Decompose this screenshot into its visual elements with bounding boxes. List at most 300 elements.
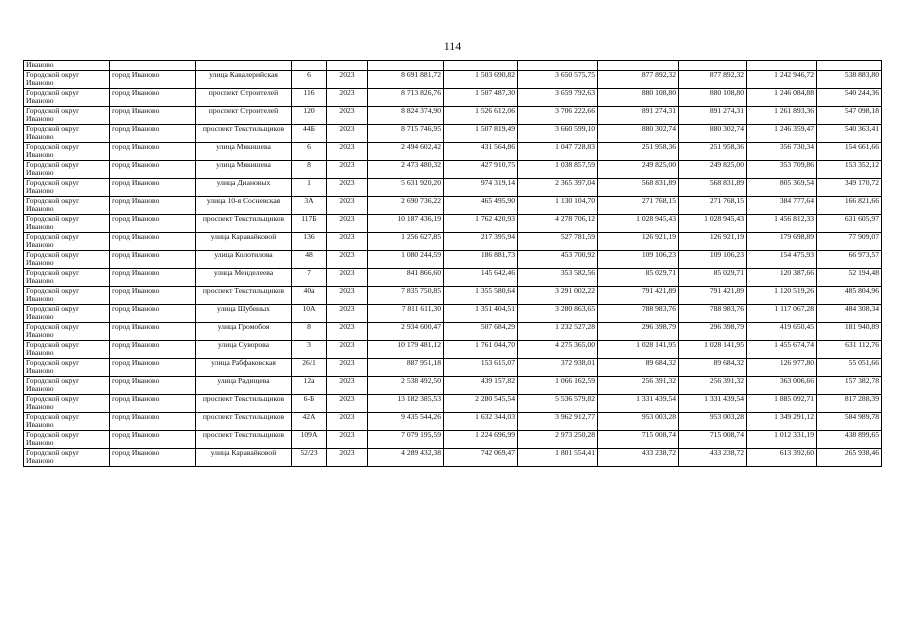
street-cell: проспект Строителей	[196, 89, 292, 107]
house-number-cell: 52/23	[292, 449, 327, 467]
okrug-cell: Городской округ Иваново	[24, 125, 110, 143]
amount-cell-4: 715 008,74	[598, 431, 679, 449]
amount-cell-2: 1 355 580,64	[444, 287, 518, 305]
amount-cell-3: 1 801 554,41	[518, 449, 598, 467]
year-cell: 2023	[327, 359, 368, 377]
house-number-cell: 8	[292, 323, 327, 341]
okrug-cell: Городской округ Иваново	[24, 161, 110, 179]
amount-cell-6: 1 012 331,19	[747, 431, 817, 449]
okrug-cell: Городской округ Иваново	[24, 215, 110, 233]
amount-cell-1: 4 289 432,38	[368, 449, 444, 467]
amount-cell-5: 877 892,32	[679, 71, 747, 89]
amount-cell-3: 3 650 575,75	[518, 71, 598, 89]
table-row	[24, 179, 882, 197]
street-cell: улица Радищева	[196, 377, 292, 395]
amount-cell-1: 2 538 492,50	[368, 377, 444, 395]
amount-cell-5: 249 825,00	[679, 161, 747, 179]
amount-cell-2: 2 280 545,54	[444, 395, 518, 413]
city-cell: город Иваново	[110, 143, 196, 161]
street-cell: улица Мякишева	[196, 143, 292, 161]
okrug-cell: Городской округ Иваново	[24, 143, 110, 161]
okrug-cell: Иваново	[24, 61, 110, 71]
amount-cell-1: 7 811 611,30	[368, 305, 444, 323]
amount-cell-7: 55 051,66	[817, 359, 882, 377]
amount-cell-1: 2 494 602,42	[368, 143, 444, 161]
amount-cell-4: 89 684,32	[598, 359, 679, 377]
amount-cell-5: 256 391,32	[679, 377, 747, 395]
amount-cell-6: 1 117 067,28	[747, 305, 817, 323]
year-cell: 2023	[327, 71, 368, 89]
street-cell: улица Суворова	[196, 341, 292, 359]
street-cell: проспект Текстильщиков	[196, 215, 292, 233]
amount-cell-5: 109 106,23	[679, 251, 747, 269]
city-cell: город Иваново	[110, 449, 196, 467]
okrug-cell: Городской округ Иваново	[24, 179, 110, 197]
house-number-cell: 109А	[292, 431, 327, 449]
city-cell: город Иваново	[110, 395, 196, 413]
house-number-cell: 8	[292, 161, 327, 179]
amount-cell-5: 296 398,79	[679, 323, 747, 341]
year-cell: 2023	[327, 413, 368, 431]
amount-cell-7: 438 899,65	[817, 431, 882, 449]
amount-cell-6: 1 349 291,12	[747, 413, 817, 431]
street-cell: улица Каравайковой	[196, 233, 292, 251]
amount-cell-1: 8 715 746,95	[368, 125, 444, 143]
year-cell: 2023	[327, 431, 368, 449]
city-cell: город Иваново	[110, 71, 196, 89]
amount-cell-4: 877 892,32	[598, 71, 679, 89]
street-cell: улица 10-я Сосневская	[196, 197, 292, 215]
amount-cell-7: 631 605,97	[817, 215, 882, 233]
amount-cell-6: 613 392,60	[747, 449, 817, 467]
city-cell: город Иваново	[110, 323, 196, 341]
amount-cell-1: 8 713 826,76	[368, 89, 444, 107]
amount-cell-3: 5 536 579,82	[518, 395, 598, 413]
city-cell: город Иваново	[110, 287, 196, 305]
table-row	[24, 323, 882, 341]
table-row	[24, 251, 882, 269]
city-cell: город Иваново	[110, 341, 196, 359]
okrug-cell: Городской округ Иваново	[24, 413, 110, 431]
okrug-cell: Городской округ Иваново	[24, 341, 110, 359]
house-number-cell: 40а	[292, 287, 327, 305]
amount-cell-2: 1 762 420,93	[444, 215, 518, 233]
house-number-cell: 1	[292, 179, 327, 197]
amount-cell-4: 126 921,19	[598, 233, 679, 251]
city-cell: город Иваново	[110, 89, 196, 107]
amount-cell-5: 271 768,15	[679, 197, 747, 215]
amount-cell-6: 179 698,89	[747, 233, 817, 251]
street-cell	[196, 61, 292, 71]
house-number-cell: 44Б	[292, 125, 327, 143]
table-row	[24, 61, 882, 71]
amount-cell-1: 841 866,60	[368, 269, 444, 287]
house-number-cell: 6	[292, 71, 327, 89]
amount-cell-2: 153 615,07	[444, 359, 518, 377]
amount-cell-5: 85 029,71	[679, 269, 747, 287]
amount-cell-4: 880 108,80	[598, 89, 679, 107]
table-row	[24, 89, 882, 107]
city-cell: город Иваново	[110, 305, 196, 323]
amount-cell-5: 1 028 141,95	[679, 341, 747, 359]
amount-cell-4: 1 028 945,43	[598, 215, 679, 233]
amount-cell-4: 249 825,00	[598, 161, 679, 179]
city-cell: город Иваново	[110, 107, 196, 125]
table-row	[24, 125, 882, 143]
amount-cell-5: 715 008,74	[679, 431, 747, 449]
city-cell: город Иваново	[110, 161, 196, 179]
year-cell: 2023	[327, 233, 368, 251]
amount-cell-2: 1 503 690,82	[444, 71, 518, 89]
amount-cell-1	[368, 61, 444, 71]
amount-cell-6: 120 387,66	[747, 269, 817, 287]
table-row	[24, 377, 882, 395]
amount-cell-1: 2 690 736,22	[368, 197, 444, 215]
city-cell	[110, 61, 196, 71]
table-row	[24, 305, 882, 323]
okrug-cell: Городской округ Иваново	[24, 269, 110, 287]
amount-cell-5: 126 921,19	[679, 233, 747, 251]
amount-cell-6	[747, 61, 817, 71]
table-row	[24, 233, 882, 251]
amount-cell-7: 584 989,78	[817, 413, 882, 431]
amount-cell-1: 7 079 195,59	[368, 431, 444, 449]
street-cell: проспект Текстильщиков	[196, 125, 292, 143]
amount-cell-2: 1 507 819,49	[444, 125, 518, 143]
street-cell: улица Шубиных	[196, 305, 292, 323]
table-row	[24, 197, 882, 215]
table-row	[24, 287, 882, 305]
amount-cell-5: 89 684,32	[679, 359, 747, 377]
okrug-cell: Городской округ Иваново	[24, 323, 110, 341]
amount-cell-6: 1 120 519,26	[747, 287, 817, 305]
okrug-cell: Городской округ Иваново	[24, 233, 110, 251]
street-cell: улица Мякишева	[196, 161, 292, 179]
year-cell: 2023	[327, 179, 368, 197]
page-number: 114	[443, 39, 462, 53]
city-cell: город Иваново	[110, 413, 196, 431]
amount-cell-4: 271 768,15	[598, 197, 679, 215]
amount-cell-7: 631 112,76	[817, 341, 882, 359]
amount-cell-7: 52 194,48	[817, 269, 882, 287]
amount-cell-6: 805 369,54	[747, 179, 817, 197]
amount-cell-1: 1 080 244,59	[368, 251, 444, 269]
amount-cell-3: 4 275 365,00	[518, 341, 598, 359]
table-row	[24, 107, 882, 125]
amount-cell-4: 256 391,32	[598, 377, 679, 395]
house-number-cell: 116	[292, 89, 327, 107]
amount-cell-3	[518, 61, 598, 71]
amount-cell-7: 157 382,78	[817, 377, 882, 395]
amount-cell-1: 887 951,18	[368, 359, 444, 377]
amount-cell-1: 7 835 750,85	[368, 287, 444, 305]
okrug-cell: Городской округ Иваново	[24, 287, 110, 305]
okrug-cell: Городской округ Иваново	[24, 71, 110, 89]
street-cell: улица Рабфаковская	[196, 359, 292, 377]
okrug-cell: Городской округ Иваново	[24, 449, 110, 467]
amount-cell-2: 145 642,46	[444, 269, 518, 287]
amount-cell-3: 3 659 792,63	[518, 89, 598, 107]
amount-cell-3: 2 973 250,28	[518, 431, 598, 449]
year-cell	[327, 61, 368, 71]
house-number-cell: 6-Б	[292, 395, 327, 413]
house-number-cell: 10А	[292, 305, 327, 323]
amount-cell-7: 153 352,12	[817, 161, 882, 179]
street-cell: улица Диановых	[196, 179, 292, 197]
amount-cell-3: 3 660 599,10	[518, 125, 598, 143]
amount-cell-1: 2 473 480,32	[368, 161, 444, 179]
street-cell: проспект Текстильщиков	[196, 413, 292, 431]
house-number-cell: 136	[292, 233, 327, 251]
amount-cell-6: 419 650,45	[747, 323, 817, 341]
amount-cell-5: 1 331 439,54	[679, 395, 747, 413]
amount-cell-2: 742 069,47	[444, 449, 518, 467]
house-number-cell: 12а	[292, 377, 327, 395]
amount-cell-7: 265 938,46	[817, 449, 882, 467]
okrug-cell: Городской округ Иваново	[24, 89, 110, 107]
amount-cell-6: 1 261 893,36	[747, 107, 817, 125]
amount-cell-3: 353 582,56	[518, 269, 598, 287]
amount-cell-7: 484 308,34	[817, 305, 882, 323]
year-cell: 2023	[327, 269, 368, 287]
year-cell: 2023	[327, 395, 368, 413]
city-cell: город Иваново	[110, 359, 196, 377]
okrug-cell: Городской округ Иваново	[24, 395, 110, 413]
amount-cell-7: 77 909,07	[817, 233, 882, 251]
amount-cell-7: 817 288,39	[817, 395, 882, 413]
amount-cell-4: 891 274,31	[598, 107, 679, 125]
year-cell: 2023	[327, 125, 368, 143]
house-number-cell: 3А	[292, 197, 327, 215]
year-cell: 2023	[327, 107, 368, 125]
amount-cell-7: 181 940,89	[817, 323, 882, 341]
street-cell: проспект Текстильщиков	[196, 431, 292, 449]
amount-cell-5: 568 831,89	[679, 179, 747, 197]
amount-cell-4: 251 958,36	[598, 143, 679, 161]
city-cell: город Иваново	[110, 377, 196, 395]
amount-cell-4: 568 831,89	[598, 179, 679, 197]
city-cell: город Иваново	[110, 233, 196, 251]
amount-cell-7: 540 244,36	[817, 89, 882, 107]
amount-cell-7: 166 821,66	[817, 197, 882, 215]
amount-cell-2: 186 881,73	[444, 251, 518, 269]
house-number-cell: 7	[292, 269, 327, 287]
year-cell: 2023	[327, 449, 368, 467]
amount-cell-3: 2 365 397,04	[518, 179, 598, 197]
amount-cell-7: 538 883,80	[817, 71, 882, 89]
amount-cell-4: 109 106,23	[598, 251, 679, 269]
amount-cell-2: 439 157,82	[444, 377, 518, 395]
year-cell: 2023	[327, 143, 368, 161]
amount-cell-7	[817, 61, 882, 71]
amount-cell-6: 1 246 084,88	[747, 89, 817, 107]
table-row	[24, 395, 882, 413]
amount-cell-1: 2 934 600,47	[368, 323, 444, 341]
amount-cell-1: 9 435 544,26	[368, 413, 444, 431]
city-cell: город Иваново	[110, 431, 196, 449]
amount-cell-2: 1 632 344,03	[444, 413, 518, 431]
amount-cell-4: 1 331 439,54	[598, 395, 679, 413]
table-row	[24, 413, 882, 431]
street-cell: проспект Текстильщиков	[196, 287, 292, 305]
amount-cell-2: 1 351 404,51	[444, 305, 518, 323]
year-cell: 2023	[327, 305, 368, 323]
year-cell: 2023	[327, 251, 368, 269]
amount-cell-2: 465 495,90	[444, 197, 518, 215]
amount-cell-3: 4 278 706,12	[518, 215, 598, 233]
year-cell: 2023	[327, 197, 368, 215]
amount-cell-4: 1 028 141,95	[598, 341, 679, 359]
street-cell: проспект Текстильщиков	[196, 395, 292, 413]
amount-cell-4: 85 029,71	[598, 269, 679, 287]
amount-cell-1: 10 179 481,12	[368, 341, 444, 359]
house-number-cell: 6	[292, 143, 327, 161]
table-row	[24, 431, 882, 449]
amount-cell-4: 880 302,74	[598, 125, 679, 143]
amount-cell-5: 433 238,72	[679, 449, 747, 467]
house-number-cell: 42А	[292, 413, 327, 431]
year-cell: 2023	[327, 341, 368, 359]
amount-cell-3: 3 280 863,65	[518, 305, 598, 323]
table-row	[24, 341, 882, 359]
amount-cell-5: 1 028 945,43	[679, 215, 747, 233]
table-row	[24, 161, 882, 179]
house-number-cell: 26/1	[292, 359, 327, 377]
amount-cell-2: 1 224 696,99	[444, 431, 518, 449]
table-row	[24, 449, 882, 467]
amount-cell-3: 453 700,92	[518, 251, 598, 269]
amount-cell-6: 1 885 092,71	[747, 395, 817, 413]
amount-cell-3: 1 130 104,70	[518, 197, 598, 215]
table-row	[24, 143, 882, 161]
amount-cell-1: 10 187 436,19	[368, 215, 444, 233]
amount-cell-2: 507 684,29	[444, 323, 518, 341]
okrug-cell: Городской округ Иваново	[24, 359, 110, 377]
city-cell: город Иваново	[110, 269, 196, 287]
amount-cell-1: 1 256 627,85	[368, 233, 444, 251]
amount-cell-7: 547 098,18	[817, 107, 882, 125]
amount-cell-5	[679, 61, 747, 71]
table-row	[24, 71, 882, 89]
amount-cell-1: 8 824 374,90	[368, 107, 444, 125]
amount-cell-4	[598, 61, 679, 71]
table-row	[24, 359, 882, 377]
amount-cell-2: 974 319,14	[444, 179, 518, 197]
data-table	[23, 60, 882, 467]
city-cell: город Иваново	[110, 125, 196, 143]
house-number-cell: 120	[292, 107, 327, 125]
amount-cell-5: 788 983,76	[679, 305, 747, 323]
amount-cell-5: 953 003,28	[679, 413, 747, 431]
street-cell: улица Кавалерийская	[196, 71, 292, 89]
amount-cell-3: 3 962 912,77	[518, 413, 598, 431]
amount-cell-6: 154 475,93	[747, 251, 817, 269]
city-cell: город Иваново	[110, 197, 196, 215]
okrug-cell: Городской округ Иваново	[24, 305, 110, 323]
house-number-cell: 48	[292, 251, 327, 269]
amount-cell-2: 1 761 044,70	[444, 341, 518, 359]
year-cell: 2023	[327, 323, 368, 341]
amount-cell-7: 154 661,66	[817, 143, 882, 161]
amount-cell-3: 3 706 222,66	[518, 107, 598, 125]
amount-cell-2: 431 564,86	[444, 143, 518, 161]
street-cell: улица Громобоя	[196, 323, 292, 341]
amount-cell-6: 353 709,86	[747, 161, 817, 179]
amount-cell-3: 1 038 857,59	[518, 161, 598, 179]
amount-cell-4: 791 421,89	[598, 287, 679, 305]
amount-cell-5: 891 274,31	[679, 107, 747, 125]
street-cell: проспект Строителей	[196, 107, 292, 125]
year-cell: 2023	[327, 215, 368, 233]
amount-cell-2	[444, 61, 518, 71]
year-cell: 2023	[327, 89, 368, 107]
amount-cell-1: 13 182 385,53	[368, 395, 444, 413]
amount-cell-3: 1 232 527,28	[518, 323, 598, 341]
street-cell: улица Менделеева	[196, 269, 292, 287]
city-cell: город Иваново	[110, 251, 196, 269]
amount-cell-2: 217 395,94	[444, 233, 518, 251]
okrug-cell: Городской округ Иваново	[24, 377, 110, 395]
amount-cell-3: 372 938,01	[518, 359, 598, 377]
city-cell: город Иваново	[110, 179, 196, 197]
amount-cell-3: 1 066 162,59	[518, 377, 598, 395]
amount-cell-5: 791 421,89	[679, 287, 747, 305]
amount-cell-3: 1 047 728,83	[518, 143, 598, 161]
amount-cell-4: 788 983,76	[598, 305, 679, 323]
amount-cell-4: 433 238,72	[598, 449, 679, 467]
okrug-cell: Городской округ Иваново	[24, 431, 110, 449]
amount-cell-1: 5 631 920,20	[368, 179, 444, 197]
house-number-cell: 3	[292, 341, 327, 359]
amount-cell-6: 384 777,64	[747, 197, 817, 215]
year-cell: 2023	[327, 161, 368, 179]
street-cell: улица Колотилова	[196, 251, 292, 269]
amount-cell-3: 527 781,59	[518, 233, 598, 251]
amount-cell-4: 953 003,28	[598, 413, 679, 431]
amount-cell-6: 363 006,66	[747, 377, 817, 395]
amount-cell-6: 1 246 359,47	[747, 125, 817, 143]
amount-cell-7: 540 363,41	[817, 125, 882, 143]
table-row	[24, 269, 882, 287]
amount-cell-7: 485 804,96	[817, 287, 882, 305]
city-cell: город Иваново	[110, 215, 196, 233]
okrug-cell: Городской округ Иваново	[24, 107, 110, 125]
amount-cell-5: 880 302,74	[679, 125, 747, 143]
amount-cell-1: 8 691 881,72	[368, 71, 444, 89]
amount-cell-6: 126 977,80	[747, 359, 817, 377]
amount-cell-5: 251 958,36	[679, 143, 747, 161]
year-cell: 2023	[327, 377, 368, 395]
amount-cell-3: 3 291 002,22	[518, 287, 598, 305]
house-number-cell	[292, 61, 327, 71]
amount-cell-7: 66 973,57	[817, 251, 882, 269]
okrug-cell: Городской округ Иваново	[24, 251, 110, 269]
amount-cell-7: 349 170,72	[817, 179, 882, 197]
amount-cell-6: 1 456 812,33	[747, 215, 817, 233]
amount-cell-2: 1 507 487,30	[444, 89, 518, 107]
house-number-cell: 117Б	[292, 215, 327, 233]
year-cell: 2023	[327, 287, 368, 305]
amount-cell-2: 427 910,75	[444, 161, 518, 179]
amount-cell-6: 356 730,34	[747, 143, 817, 161]
amount-cell-5: 880 108,80	[679, 89, 747, 107]
amount-cell-6: 1 455 674,74	[747, 341, 817, 359]
table-body	[24, 61, 882, 467]
amount-cell-4: 296 398,79	[598, 323, 679, 341]
amount-cell-6: 1 242 946,72	[747, 71, 817, 89]
okrug-cell: Городской округ Иваново	[24, 197, 110, 215]
amount-cell-2: 1 526 612,06	[444, 107, 518, 125]
